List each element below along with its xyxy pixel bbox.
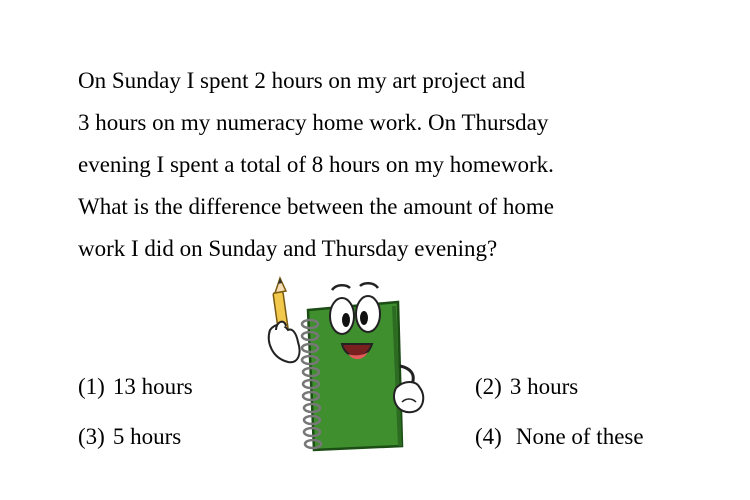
option-number: (4) bbox=[475, 424, 502, 449]
notebook-mascot-icon bbox=[262, 270, 432, 460]
answer-option-1[interactable] bbox=[78, 374, 193, 400]
question-line: evening I spent a total of 8 hours on my homework. bbox=[78, 152, 554, 177]
question-line: On Sunday I spent 2 hours on my art project and bbox=[78, 68, 526, 93]
option-number: (3) bbox=[78, 424, 105, 449]
question-line: 3 hours on my numeracy home work. On Thursday bbox=[78, 110, 549, 135]
option-text: 3 hours bbox=[509, 374, 579, 399]
question-text bbox=[78, 60, 598, 270]
question-line: What is the difference between the amount of home bbox=[78, 194, 555, 219]
answer-option-4[interactable] bbox=[475, 424, 644, 450]
option-number: (2) bbox=[475, 374, 502, 399]
answer-option-3[interactable] bbox=[78, 424, 181, 450]
option-text: None of these bbox=[515, 424, 644, 449]
option-number: (1) bbox=[78, 374, 105, 399]
left-hand-icon bbox=[269, 322, 300, 363]
option-text: 5 hours bbox=[112, 424, 182, 449]
answer-option-2[interactable] bbox=[475, 374, 578, 400]
question-line: work I did on Sunday and Thursday evening? bbox=[78, 236, 498, 261]
option-text: 13 hours bbox=[112, 374, 193, 399]
